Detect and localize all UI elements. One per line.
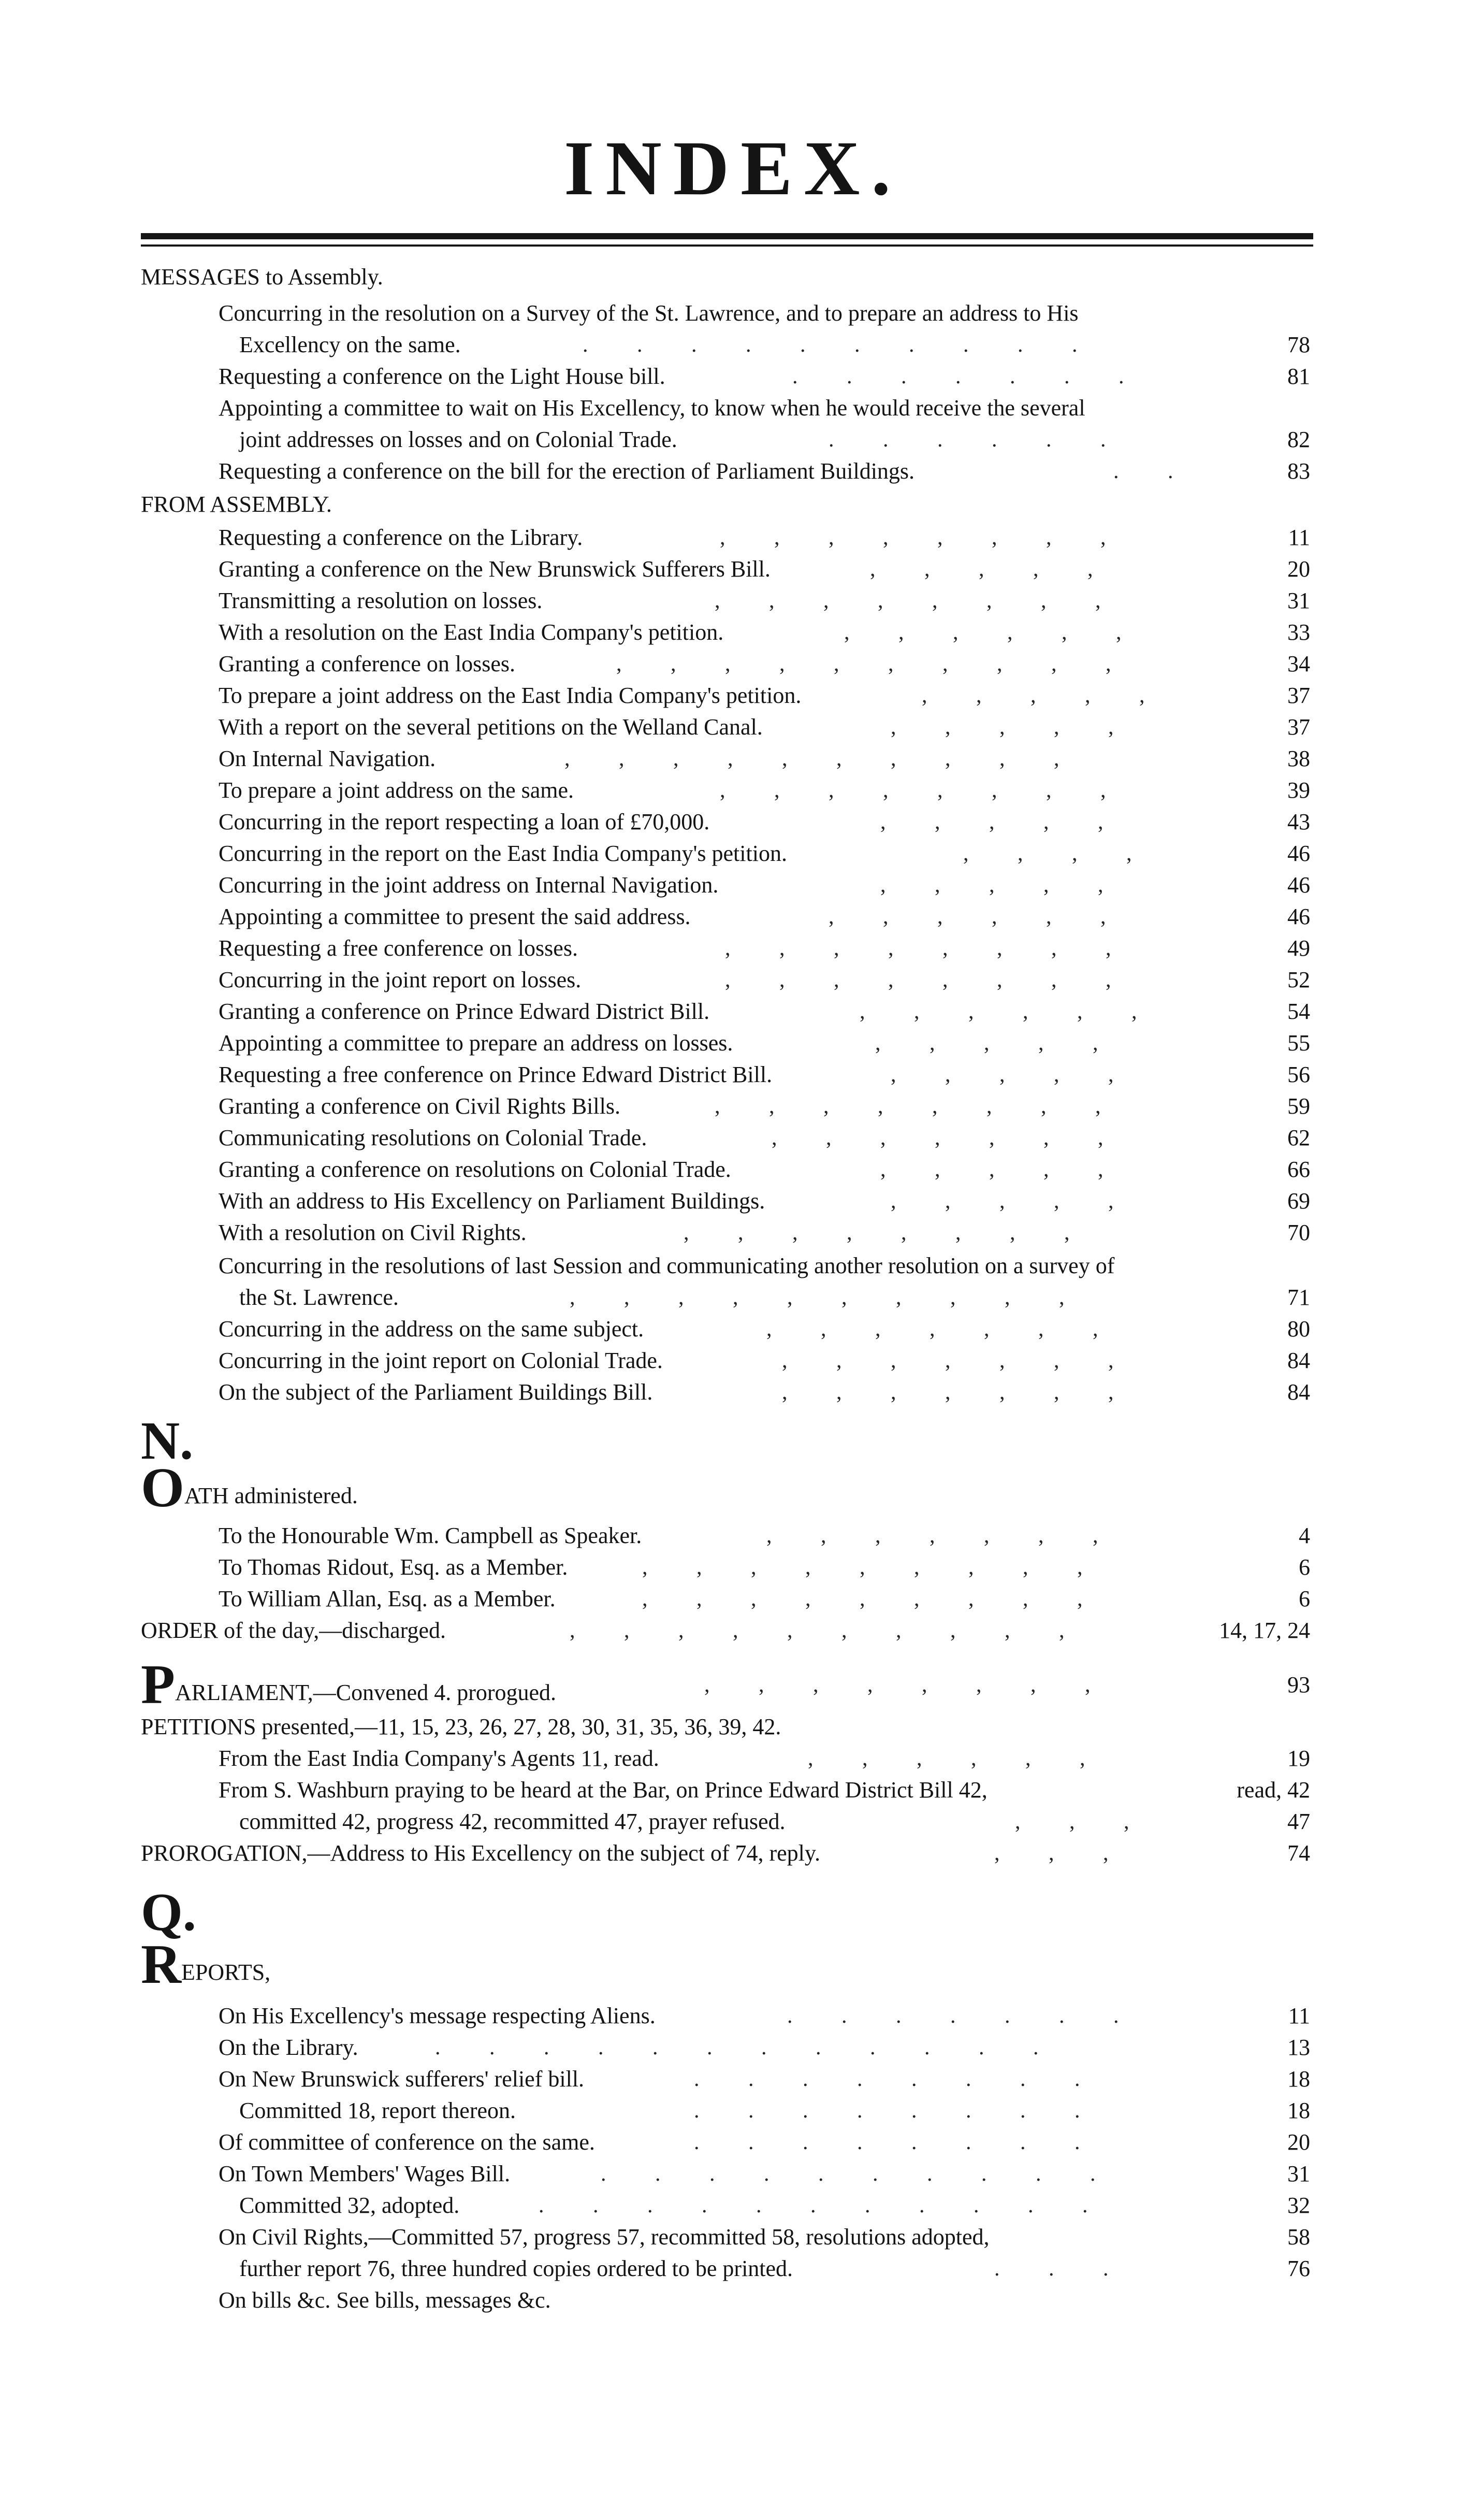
entry-text: On Town Members' Wages Bill. [219, 2161, 511, 2186]
index-entry [219, 1059, 1315, 1090]
entry-text: Granting a conference on Prince Edward District Bill. [219, 999, 710, 1024]
entry-text: the St. Lawrence. [239, 1285, 399, 1310]
page-reference: 69 [1287, 1188, 1310, 1214]
leader-dots: . . . . . . . . . . . [539, 2194, 1137, 2217]
leader-dots: , , , , , [880, 873, 1152, 897]
entry-text: joint addresses on losses and on Colonial Trade. [239, 427, 677, 452]
entry-text: Granting a conference on Civil Rights Bills. [219, 1093, 620, 1119]
page-reference: 46 [1287, 841, 1310, 866]
section-letter [141, 1411, 1315, 1471]
index-entry [219, 807, 1315, 838]
leader-dots: . . . . . . . . . . . . [435, 2036, 1087, 2060]
page-reference: 18 [1287, 2066, 1310, 2092]
index-entry [219, 649, 1315, 680]
entry-text: With a resolution on the East India Company's petition. [219, 620, 724, 645]
index-entry [219, 712, 1315, 743]
page-reference: 43 [1287, 809, 1310, 834]
index-entry [219, 617, 1315, 648]
index-entry [219, 1122, 1315, 1154]
leader-dots: . . . [994, 2257, 1157, 2281]
index-entry [219, 1345, 1315, 1376]
entry-text: Concurring in the address on the same subject. [219, 1316, 644, 1342]
page-reference: 38 [1287, 746, 1310, 771]
leader-dots: , , , , , [880, 1158, 1152, 1182]
leader-dots: , , , , , , , , , , [570, 1619, 1113, 1643]
leader-dots: . . . . . . . . [694, 2067, 1129, 2091]
page-reference: 71 [1287, 1285, 1310, 1310]
entry-text: Requesting a free conference on losses. [219, 935, 578, 961]
index-entry [219, 2064, 1315, 2095]
drop-initial: O [141, 1457, 185, 1519]
page-reference: 34 [1287, 651, 1310, 676]
entry-text: Requesting a free conference on Prince Edward District Bill. [219, 1062, 773, 1087]
leader-dots: . . . . . . . . . . [583, 333, 1126, 357]
entry-text: Transmitting a resolution on losses. [219, 588, 543, 613]
index-entry [219, 964, 1315, 996]
leader-dots: . . . . . . . . . . [601, 2162, 1144, 2186]
entry-text: Communicating resolutions on Colonial Trade. [219, 1125, 647, 1150]
page-reference: 81 [1287, 364, 1310, 389]
entry-text: further report 76, three hundred copies ordered to be printed. [239, 2256, 793, 2281]
index-entry [219, 1775, 1315, 1806]
entry-text: REPORTS, [141, 1934, 271, 1995]
index-entry [141, 1457, 1315, 1519]
page-reference: read, 42 [1237, 1777, 1310, 1803]
page-reference: 84 [1287, 1348, 1310, 1373]
entry-text: To prepare a joint address on the same. [219, 777, 574, 803]
leader-dots: , , , , , , , [782, 1380, 1163, 1404]
index-entry [219, 838, 1315, 869]
entry-text: PARLIAMENT,—Convened 4. prorogued. [141, 1654, 557, 1716]
entry-text: From S. Washburn praying to be heard at the Bar, on Prince Edward District Bill 42, [219, 1777, 988, 1803]
page-reference: 6 [1299, 1586, 1310, 1611]
entry-text: Requesting a conference on the bill for the erection of Parliament Buildings. [219, 458, 915, 484]
entry-text: PROROGATION,—Address to His Excellency on the subject of 74, reply. [141, 1840, 821, 1866]
entry-text: Committed 18, report thereon. [239, 2098, 516, 2123]
entry-text: Granting a conference on losses. [219, 651, 516, 676]
page-reference: 55 [1287, 1030, 1310, 1056]
entry-text: To William Allan, Esq. as a Member. [219, 1586, 556, 1611]
index-entry [239, 2095, 1315, 2126]
entry-text: On His Excellency's message respecting Aliens. [219, 2003, 656, 2028]
leader-dots: , , , , , , , , , , [564, 747, 1108, 771]
entry-text: FROM ASSEMBLY. [141, 492, 332, 517]
leader-dots: , , , , , [870, 557, 1142, 581]
entry-text: Of committee of conference on the same. [219, 2129, 595, 2155]
index-entry [219, 1217, 1315, 1248]
page-reference: 58 [1287, 2224, 1310, 2250]
index-entry [239, 1282, 1315, 1313]
page-reference: 20 [1287, 556, 1310, 582]
leader-dots: . . . . . . . [787, 2004, 1168, 2028]
entry-text: Concurring in the joint report on Colonial Trade. [219, 1348, 663, 1373]
leader-dots: , , , , , , [808, 1747, 1134, 1770]
index-entry [219, 522, 1315, 553]
entry-text: Committed 32, adopted. [239, 2193, 460, 2218]
index-entry [141, 1711, 1315, 1743]
index-entry [219, 680, 1315, 711]
index-entry [239, 329, 1315, 361]
index-entry [219, 1314, 1315, 1345]
index-entry [219, 298, 1315, 329]
leader-dots: , , , , , , , , [684, 1221, 1119, 1245]
entry-text: On bills &c. See bills, messages &c. [219, 2287, 551, 2313]
leader-dots: , , , , , [875, 1031, 1147, 1055]
entry-text: With a resolution on Civil Rights. [219, 1220, 527, 1245]
entry-text: Concurring in the joint address on Internal Navigation. [219, 872, 719, 898]
index-entry [239, 2253, 1315, 2284]
page-reference: 31 [1287, 588, 1310, 613]
index-entry [141, 262, 1315, 293]
entry-text: On the Library. [219, 2035, 358, 2060]
leader-dots: , , , , , , , , [720, 779, 1155, 802]
index-entry [239, 424, 1315, 455]
leader-dots: , , , , , , , , [715, 1095, 1150, 1118]
entry-text: Appointing a committee to wait on His Excellency, to know when he would receive the several [219, 395, 1085, 421]
page-reference: 13 [1287, 2035, 1310, 2060]
index-entry [219, 870, 1315, 901]
entry-text: With a report on the several petitions on the Welland Canal. [219, 714, 763, 740]
page-reference: 46 [1287, 904, 1310, 929]
entry-text: PETITIONS presented,—11, 15, 23, 26, 27, 28, 30, 31, 35, 36, 39, 42. [141, 1714, 781, 1739]
page-reference: 74 [1287, 1840, 1310, 1866]
entry-text: ORDER of the day,—discharged. [141, 1618, 446, 1643]
leader-dots: , , , , , , , , [715, 589, 1150, 613]
leader-dots: , , , , , , , [766, 1524, 1147, 1548]
leader-dots: , , , , , , , , , , [616, 652, 1160, 676]
index-entry [141, 1615, 1315, 1646]
leader-dots: , , , , , , , [772, 1126, 1152, 1150]
entry-text: On New Brunswick sufferers' relief bill. [219, 2066, 585, 2092]
leader-dots: , , , , , , [844, 621, 1170, 644]
index-entry [219, 1186, 1315, 1217]
page-reference: 84 [1287, 1379, 1310, 1405]
entry-text: Concurring in the report on the East India Company's petition. [219, 841, 787, 866]
leader-dots: , , , , , , , , [704, 1673, 1139, 1697]
page-title: INDEX. [564, 125, 902, 211]
leader-dots: . . . . . . . . [694, 2099, 1129, 2123]
index-entry [219, 1377, 1315, 1408]
leader-dots: , , , , , [891, 1189, 1163, 1213]
page-reference: 83 [1287, 458, 1310, 484]
page-reference: 32 [1287, 2193, 1310, 2218]
page-reference: 14, 17, 24 [1219, 1618, 1310, 1643]
page-reference: 93 [1287, 1672, 1310, 1697]
index-entry [219, 2222, 1315, 2253]
index-entry [219, 456, 1315, 487]
index-entry [219, 1250, 1315, 1281]
page-reference: 37 [1287, 683, 1310, 708]
entry-text: Concurring in the resolution on a Survey of the St. Lawrence, and to prepare an address to His [219, 300, 1079, 326]
leader-dots: , , , , , , , , , [642, 1556, 1131, 1579]
page-reference: 33 [1287, 620, 1310, 645]
page-reference: 76 [1287, 2256, 1310, 2281]
page-reference: 20 [1287, 2129, 1310, 2155]
index-entry [219, 1028, 1315, 1059]
index-entry [219, 1583, 1315, 1615]
index-entry [219, 933, 1315, 964]
index-entry [219, 2032, 1315, 2063]
leader-dots: , , , , , , [829, 905, 1155, 929]
leader-dots: . . . . . . . [792, 365, 1173, 388]
entry-text: Concurring in the joint report on losses. [219, 967, 582, 992]
page-reference: 11 [1288, 525, 1310, 550]
index-entry [219, 1520, 1315, 1551]
page-reference: 56 [1287, 1062, 1310, 1087]
leader-dots: . . . . . . . . [694, 2130, 1129, 2154]
section-letter [141, 1882, 1315, 1942]
entry-text: Granting a conference on the New Brunswick Sufferers Bill. [219, 556, 771, 582]
entry-text: To prepare a joint address on the East India Company's petition. [219, 683, 802, 708]
page-reference: 46 [1287, 872, 1310, 898]
index-entry [219, 743, 1315, 774]
entry-text: Q. [141, 1882, 196, 1942]
index-entry [219, 2127, 1315, 2158]
leader-dots: , , , , , , , , , , [570, 1286, 1113, 1309]
leader-dots: , , , , , , , [766, 1317, 1147, 1341]
page-reference: 62 [1287, 1125, 1310, 1150]
entry-text: Excellency on the same. [239, 332, 461, 357]
index-entry [219, 393, 1315, 424]
entry-text: committed 42, progress 42, recommitted 47, prayer refused. [239, 1809, 786, 1834]
entry-text: Concurring in the report respecting a loan of £70,000. [219, 809, 710, 834]
page-reference: 52 [1287, 967, 1310, 992]
leader-dots: . . . . . . [829, 428, 1155, 452]
entry-text: N. [141, 1411, 194, 1471]
index-entry [219, 1154, 1315, 1185]
entry-text: From the East India Company's Agents 11, read. [219, 1746, 659, 1771]
leader-dots: , , , , , [922, 684, 1194, 708]
drop-initial: P [141, 1654, 175, 1716]
leader-dots: , , , , , , , , [725, 968, 1160, 992]
entry-text: Granting a conference on resolutions on Colonial Trade. [219, 1157, 731, 1182]
index-entry [219, 585, 1315, 616]
page-reference: 80 [1287, 1316, 1310, 1342]
entry-text: Appointing a committee to prepare an address on losses. [219, 1030, 733, 1056]
page-reference: 59 [1287, 1093, 1310, 1119]
leader-dots: , , , , , [891, 715, 1163, 739]
page-reference: 66 [1287, 1157, 1310, 1182]
entry-text: Concurring in the resolutions of last Session and communicating another resolution on a survey of [219, 1253, 1115, 1278]
index-entry [219, 901, 1315, 932]
leader-dots: , , , , , [891, 1063, 1163, 1087]
page-reference: 82 [1287, 427, 1310, 452]
entry-text: OATH administered. [141, 1457, 358, 1519]
leader-dots: . . [1113, 459, 1222, 483]
entry-text: Requesting a conference on the Light House bill. [219, 364, 665, 389]
entry-text: Appointing a committee to present the said address. [219, 904, 691, 929]
page-reference: 4 [1299, 1523, 1310, 1548]
index-entry [219, 775, 1315, 806]
leader-dots: , , , , , , , , [720, 526, 1155, 550]
entry-text: Requesting a conference on the Library. [219, 525, 583, 550]
entry-text: On the subject of the Parliament Buildings Bill. [219, 1379, 653, 1405]
index-entry [219, 2000, 1315, 2032]
leader-dots: , , , , , [880, 810, 1152, 834]
index-entry [219, 1552, 1315, 1583]
leader-dots: , , , , , , , , [725, 937, 1160, 960]
leader-dots: , , , , , , [860, 1000, 1186, 1024]
index-entry [141, 489, 1315, 520]
leader-dots: , , , [1015, 1810, 1178, 1834]
page-reference: 39 [1287, 777, 1310, 803]
index-entry [219, 2158, 1315, 2190]
index-entry [219, 554, 1315, 585]
leader-dots: , , , , [963, 842, 1181, 866]
entry-text: To Thomas Ridout, Esq. as a Member. [219, 1554, 568, 1580]
page-reference: 18 [1287, 2098, 1310, 2123]
drop-initial: R [141, 1934, 181, 1995]
page-reference: 6 [1299, 1554, 1310, 1580]
entry-text: On Civil Rights,—Committed 57, progress 57, recommitted 58, resolutions adopted, [219, 2224, 990, 2250]
page-reference: 37 [1287, 714, 1310, 740]
leader-dots: , , , , , , , [782, 1349, 1163, 1373]
page-reference: 47 [1287, 1809, 1310, 1834]
page-reference: 78 [1287, 332, 1310, 357]
entry-text: With an address to His Excellency on Parliament Buildings. [219, 1188, 765, 1214]
page-reference: 49 [1287, 935, 1310, 961]
index-entry [141, 1654, 1315, 1716]
leader-dots: , , , [994, 1841, 1157, 1865]
index-entry [219, 361, 1315, 392]
index-entry [141, 1934, 1315, 1995]
index-entry [219, 2285, 1315, 2316]
index-entry [141, 1838, 1315, 1869]
index-entry [219, 1743, 1315, 1774]
entry-text: To the Honourable Wm. Campbell as Speaker. [219, 1523, 642, 1548]
page-reference: 19 [1287, 1746, 1310, 1771]
leader-dots: , , , , , , , , , [642, 1587, 1131, 1611]
entry-text: MESSAGES to Assembly. [141, 264, 383, 290]
index-entry [239, 2190, 1315, 2221]
index-entry [219, 1091, 1315, 1122]
page-reference: 11 [1288, 2003, 1310, 2028]
index-entry [239, 1806, 1315, 1837]
entry-text: On Internal Navigation. [219, 746, 436, 771]
page-reference: 31 [1287, 2161, 1310, 2186]
page-reference: 54 [1287, 999, 1310, 1024]
index-entry [219, 996, 1315, 1027]
page-reference: 70 [1287, 1220, 1310, 1245]
